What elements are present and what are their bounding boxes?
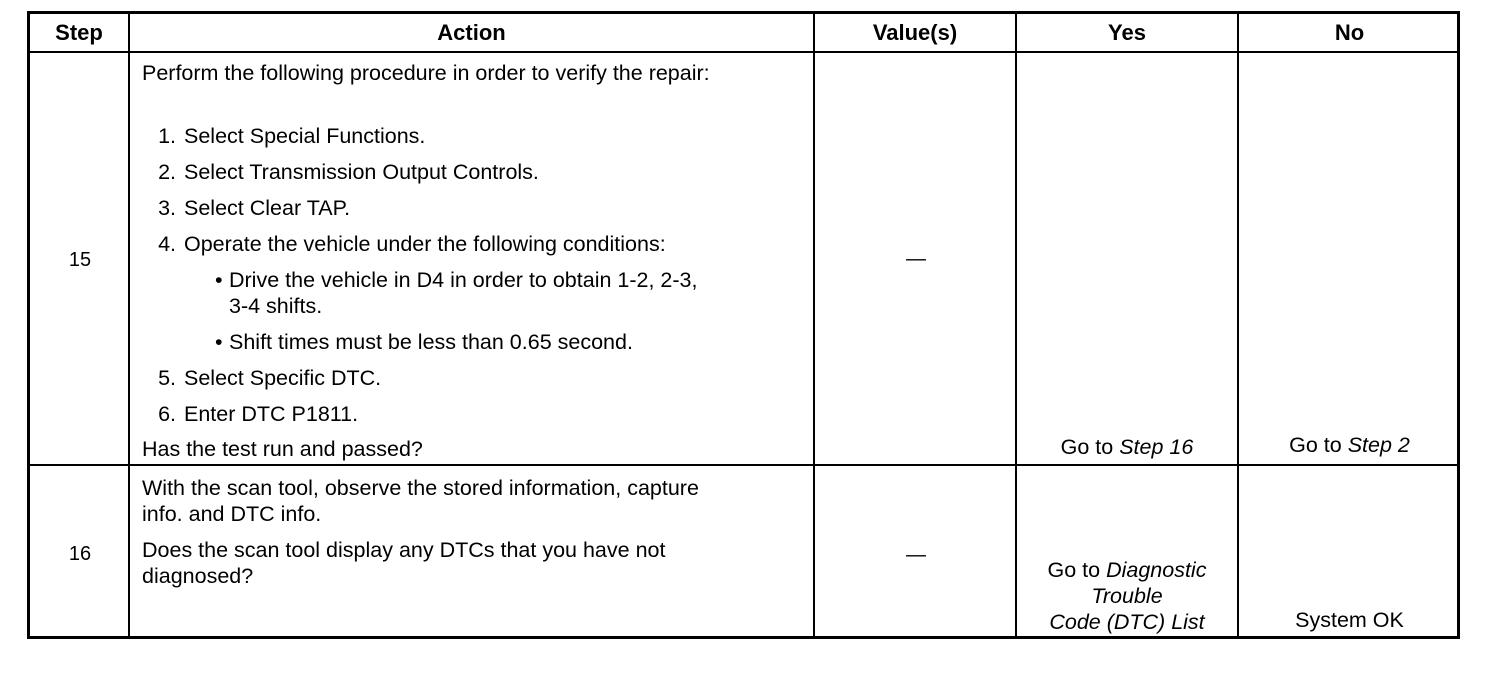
row-divider [30, 464, 1457, 466]
step-question: Does the scan tool display any DTCs that you have not [142, 538, 666, 562]
column-divider [1237, 14, 1239, 636]
diagnostic-table [27, 11, 1460, 639]
list-item: 4. Operate the vehicle under the following conditions: [158, 232, 666, 256]
step-number: 15 [68, 249, 92, 271]
column-divider [1015, 14, 1017, 636]
step-text: With the scan tool, observe the stored information, capture [142, 476, 699, 500]
step-text: info. and DTC info. [142, 502, 322, 526]
list-item: 1. Select Special Functions. [158, 124, 426, 148]
yes-action: Go to Step 16 [1060, 435, 1194, 459]
list-item: 5. Select Specific DTC. [158, 366, 382, 390]
bullet-item: • Drive the vehicle in D4 in order to obtain 1-2, 2-3, [215, 268, 698, 292]
step-intro: Perform the following procedure in order to verify the repair: [142, 61, 710, 85]
header-action: Action [437, 20, 506, 45]
no-action: Go to Step 2 [1289, 433, 1410, 457]
column-divider [813, 14, 815, 636]
header-values: Value(s) [872, 20, 958, 45]
value-dash: — [906, 248, 926, 270]
header-yes: Yes [1108, 20, 1146, 45]
yes-action: Go to Diagnostic Trouble Code (DTC) List [1047, 558, 1207, 634]
step-question: diagnosed? [142, 564, 254, 588]
step-question: Has the test run and passed? [142, 437, 423, 461]
header-step: Step [55, 20, 103, 45]
step-number: 16 [68, 543, 92, 565]
list-item: 6. Enter DTC P1811. [158, 402, 359, 426]
bullet-item: • Shift times must be less than 0.65 second. [215, 330, 633, 354]
value-dash: — [906, 544, 926, 566]
list-item: 2. Select Transmission Output Controls. [158, 160, 539, 184]
bullet-item-continuation: 3-4 shifts. [229, 294, 323, 318]
list-item: 3. Select Clear TAP. [158, 196, 351, 220]
no-action: System OK [1295, 608, 1404, 632]
header-no: No [1334, 20, 1365, 45]
